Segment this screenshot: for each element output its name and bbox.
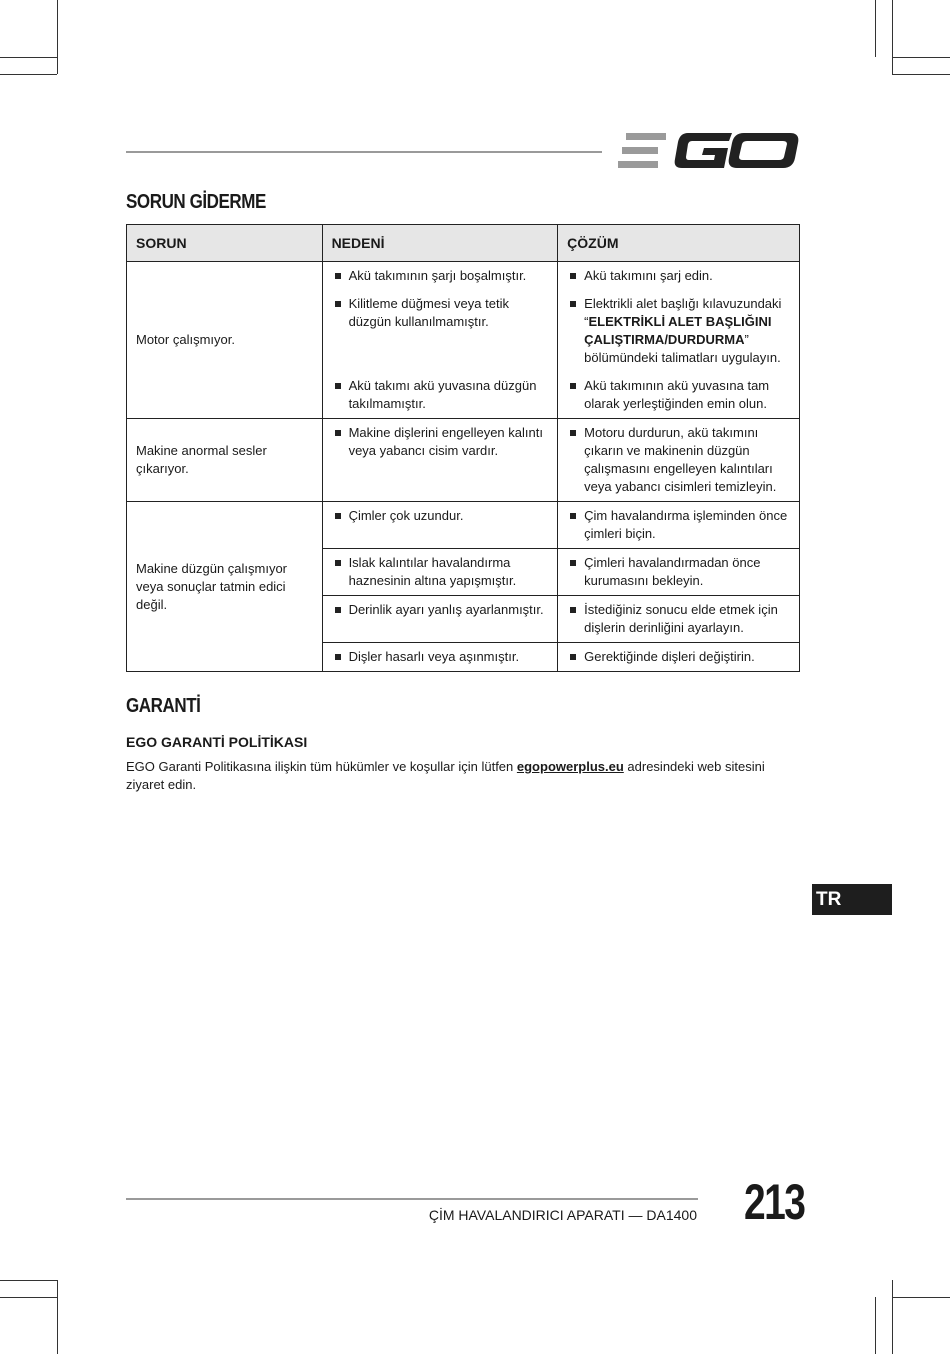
header-rule xyxy=(126,151,602,153)
list-item: Çimler çok uzundur. xyxy=(333,507,550,525)
table-row xyxy=(127,502,800,549)
list-item: Elektrikli alet başlığı kılavuzundaki “ELEKTRİKLİ ALET BAŞLIĞINI ÇALIŞTIRMA/DURDURMA” bölümündeki talimatları uygulayın. xyxy=(568,295,791,367)
table-row xyxy=(127,419,800,502)
cause-cell xyxy=(322,262,558,419)
bullet-icon xyxy=(335,430,341,436)
solution-cell xyxy=(558,549,800,596)
list-item: Çimleri havalandırmadan önce kurumasını bekleyin. xyxy=(568,554,791,590)
section-title-warranty: GARANTİ xyxy=(126,695,201,717)
bullet-icon xyxy=(570,513,576,519)
bullet-icon xyxy=(570,273,576,279)
cause-cell xyxy=(322,549,558,596)
column-header-problem: SORUN xyxy=(127,225,323,262)
bullet-icon xyxy=(570,301,576,307)
list-item: Gerektiğinde dişleri değiştirin. xyxy=(568,648,791,666)
bullet-icon xyxy=(570,654,576,660)
solution-cell xyxy=(558,502,800,549)
troubleshooting-table xyxy=(126,224,800,672)
bullet-icon xyxy=(335,513,341,519)
list-item: Akü takımı akü yuvasına düzgün takılmamıştır. xyxy=(333,377,550,413)
problem-cell: Motor çalışmıyor. xyxy=(127,262,323,419)
bullet-icon xyxy=(570,430,576,436)
list-item: İstediğiniz sonucu elde etmek için dişlerin derinliğini ayarlayın. xyxy=(568,601,791,637)
bullet-icon xyxy=(335,607,341,613)
list-item: Dişler hasarlı veya aşınmıştır. xyxy=(333,648,550,666)
bullet-icon xyxy=(570,607,576,613)
list-item: Akü takımının akü yuvasına tam olarak yerleştiğinden emin olun. xyxy=(568,377,791,413)
section-title-troubleshooting: SORUN GİDERME xyxy=(126,191,266,213)
list-item: Makine dişlerini engelleyen kalıntı veya yabancı cisim vardır. xyxy=(333,424,550,460)
bullet-icon xyxy=(335,301,341,307)
solution-cell xyxy=(558,419,800,502)
cause-cell xyxy=(322,419,558,502)
table-row xyxy=(127,262,800,419)
list-item: Motoru durdurun, akü takımını çıkarın ve makinenin düzgün çalışmasını engelleyen kalıntıları veya yabancı cisimleri temizleyin. xyxy=(568,424,791,496)
cause-cell xyxy=(322,643,558,672)
list-item: Akü takımını şarj edin. xyxy=(568,267,791,285)
list-item: Derinlik ayarı yanlış ayarlanmıştır. xyxy=(333,601,550,619)
solution-cell xyxy=(558,262,800,419)
bullet-icon xyxy=(335,383,341,389)
footer-rule xyxy=(126,1198,698,1200)
ego-logo xyxy=(616,128,800,174)
bullet-icon xyxy=(335,654,341,660)
table-header-row xyxy=(127,225,800,262)
problem-cell: Makine düzgün çalışmıyor veya sonuçlar tatmin edici değil. xyxy=(127,502,323,672)
solution-cell xyxy=(558,643,800,672)
footer-title: ÇİM HAVALANDIRICI APARATI — DA1400 xyxy=(428,1207,697,1223)
bullet-icon xyxy=(335,560,341,566)
warranty-paragraph: EGO Garanti Politikasına ilişkin tüm hükümler ve koşullar için lütfen egopowerplus.eu adresindeki web sitesini ziyaret edin. xyxy=(126,759,765,792)
column-header-cause: NEDENİ xyxy=(322,225,558,262)
bullet-icon xyxy=(570,383,576,389)
section-reference: ELEKTRİKLİ ALET BAŞLIĞINI ÇALIŞTIRMA/DURDURMA xyxy=(584,314,772,347)
bullet-icon xyxy=(335,273,341,279)
list-item: Akü takımının şarjı boşalmıştır. xyxy=(333,267,550,285)
page-number: 213 xyxy=(744,1174,805,1230)
list-item: Kilitleme düğmesi veya tetik düzgün kullanılmamıştır. xyxy=(333,295,550,331)
problem-cell: Makine anormal sesler çıkarıyor. xyxy=(127,419,323,502)
cause-cell xyxy=(322,502,558,549)
list-item: Çim havalandırma işleminden önce çimleri biçin. xyxy=(568,507,791,543)
warranty-subtitle: EGO GARANTİ POLİTİKASI xyxy=(126,734,308,750)
list-item: Islak kalıntılar havalandırma haznesinin altına yapışmıştır. xyxy=(333,554,550,590)
language-tab: TR xyxy=(812,884,892,915)
cause-cell xyxy=(322,596,558,643)
bullet-icon xyxy=(570,560,576,566)
warranty-website-link[interactable]: egopowerplus.eu xyxy=(516,759,624,774)
column-header-solution: ÇÖZÜM xyxy=(558,225,800,262)
solution-cell xyxy=(558,596,800,643)
